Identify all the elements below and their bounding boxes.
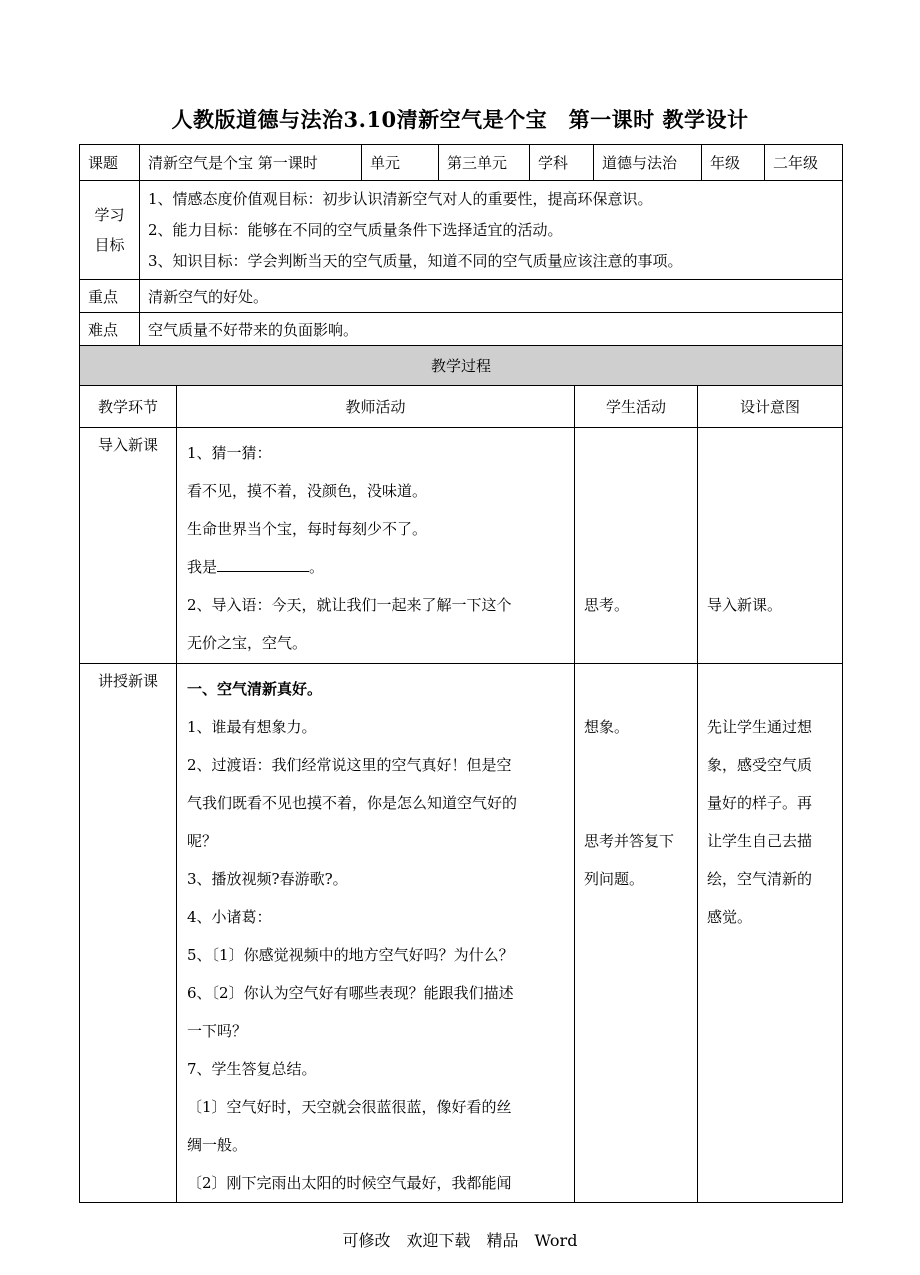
process-heading: 教学过程 xyxy=(80,346,843,386)
intro-design-intent xyxy=(698,428,843,664)
intro-student-activity xyxy=(575,428,698,664)
subject-value: 道德与法治 xyxy=(594,145,702,181)
teacher-line: 3、播放视频?春游歌?。 xyxy=(187,870,348,888)
teacher-line: 6、〔2〕你认为空气好有哪些表现？能跟我们描述 xyxy=(187,984,514,1002)
subject-label: 学科 xyxy=(530,145,594,181)
column-header-student: 学生活动 xyxy=(575,386,698,428)
intro-stage: 导入新课 xyxy=(80,428,177,664)
lesson-info-table xyxy=(79,144,843,346)
teacher-line: 气我们既看不见也摸不着，你是怎么知道空气好的 xyxy=(187,794,518,812)
grade-value: 二年级 xyxy=(765,145,843,181)
intro-teacher-activity xyxy=(177,428,575,664)
objective-item: 1、情感态度价值观目标：初步认识清新空气对人的重要性，提高环保意识。 xyxy=(148,189,653,208)
process-header-row xyxy=(80,386,843,428)
objectives-label-line2: 目标 xyxy=(94,236,125,254)
teacher-line: 4、小诸葛： xyxy=(187,908,272,926)
unit-value: 第三单元 xyxy=(439,145,530,181)
teacher-line-blank: 我是 。 xyxy=(187,558,325,576)
page-footer: 可修改 欢迎下载 精品 Word xyxy=(342,1231,578,1250)
unit-label: 单元 xyxy=(362,145,439,181)
objectives-label xyxy=(80,181,140,280)
lecture-teacher-activity xyxy=(177,664,575,1203)
teacher-line: 2、导入语：今天，就让我们一起来了解一下这个 xyxy=(187,596,512,614)
teaching-process-table xyxy=(79,345,843,1203)
objectives-row xyxy=(80,181,843,280)
teacher-line: 〔2〕刚下完雨出太阳的时候空气最好，我都能闻 xyxy=(187,1174,512,1192)
key-point-label: 重点 xyxy=(80,280,140,313)
intent-line: 绘，空气清新的 xyxy=(707,870,813,888)
teacher-line: 1、谁最有想象力。 xyxy=(187,718,317,736)
objectives-label-line1: 学习 xyxy=(94,206,125,224)
student-line: 列问题。 xyxy=(584,870,645,888)
column-header-teacher: 教师活动 xyxy=(177,386,575,428)
difficulty-value: 空气质量不好带来的负面影响。 xyxy=(140,313,843,346)
teacher-line: 〔1〕空气好时，天空就会很蓝很蓝，像好看的丝 xyxy=(187,1098,512,1116)
process-heading-row xyxy=(80,346,843,386)
teacher-line: 1、猜一猜： xyxy=(187,444,272,462)
teacher-line: 7、学生答复总结。 xyxy=(187,1060,317,1078)
objective-item: 2、能力目标：能够在不同的空气质量条件下选择适宜的活动。 xyxy=(148,220,563,239)
objectives-list xyxy=(140,181,843,280)
teacher-line: 2、过渡语：我们经常说这里的空气真好！但是空 xyxy=(187,756,512,774)
intent-line: 感觉。 xyxy=(707,908,753,926)
lecture-student-activity xyxy=(575,664,698,1203)
difficulty-row xyxy=(80,313,843,346)
intent-line: 象，感受空气质 xyxy=(707,756,813,774)
key-point-row xyxy=(80,280,843,313)
student-line: 思考。 xyxy=(584,596,630,614)
teacher-line: 绸一般。 xyxy=(187,1136,248,1154)
intent-line: 先让学生通过想 xyxy=(707,718,813,736)
student-line: 想象。 xyxy=(584,718,630,736)
lecture-stage: 讲授新课 xyxy=(80,664,177,1203)
teacher-line: 一下吗？ xyxy=(187,1022,248,1040)
info-row xyxy=(80,145,843,181)
document-title: 人教版道德与法治3.10清新空气是个宝 第一课时 教学设计 xyxy=(171,107,749,132)
topic-value: 清新空气是个宝 第一课时 xyxy=(140,145,362,181)
objective-item: 3、知识目标：学会判断当天的空气质量，知道不同的空气质量应该注意的事项。 xyxy=(148,251,683,270)
lecture-design-intent xyxy=(698,664,843,1203)
student-line: 思考并答复下 xyxy=(584,832,675,850)
topic-label: 课题 xyxy=(80,145,140,181)
teacher-line: 看不见，摸不着，没颜色，没味道。 xyxy=(187,482,428,500)
teacher-line: 生命世界当个宝，每时每刻少不了。 xyxy=(187,520,428,538)
teacher-line: 5、〔1〕你感觉视频中的地方空气好吗？为什么？ xyxy=(187,946,514,964)
teacher-line: 无价之宝，空气。 xyxy=(187,634,308,652)
answer-blank xyxy=(217,557,309,572)
grade-label: 年级 xyxy=(702,145,765,181)
teacher-line: 呢？ xyxy=(187,832,218,850)
section-title: 一、空气清新真好。 xyxy=(187,680,323,698)
lecture-row xyxy=(80,664,843,1203)
intent-line: 导入新课。 xyxy=(707,596,783,614)
intent-line: 让学生自己去描 xyxy=(707,832,813,850)
column-header-intent: 设计意图 xyxy=(698,386,843,428)
difficulty-label: 难点 xyxy=(80,313,140,346)
intent-line: 量好的样子。再 xyxy=(707,794,813,812)
intro-row xyxy=(80,428,843,664)
key-point-value: 清新空气的好处。 xyxy=(140,280,843,313)
column-header-stage: 教学环节 xyxy=(80,386,177,428)
